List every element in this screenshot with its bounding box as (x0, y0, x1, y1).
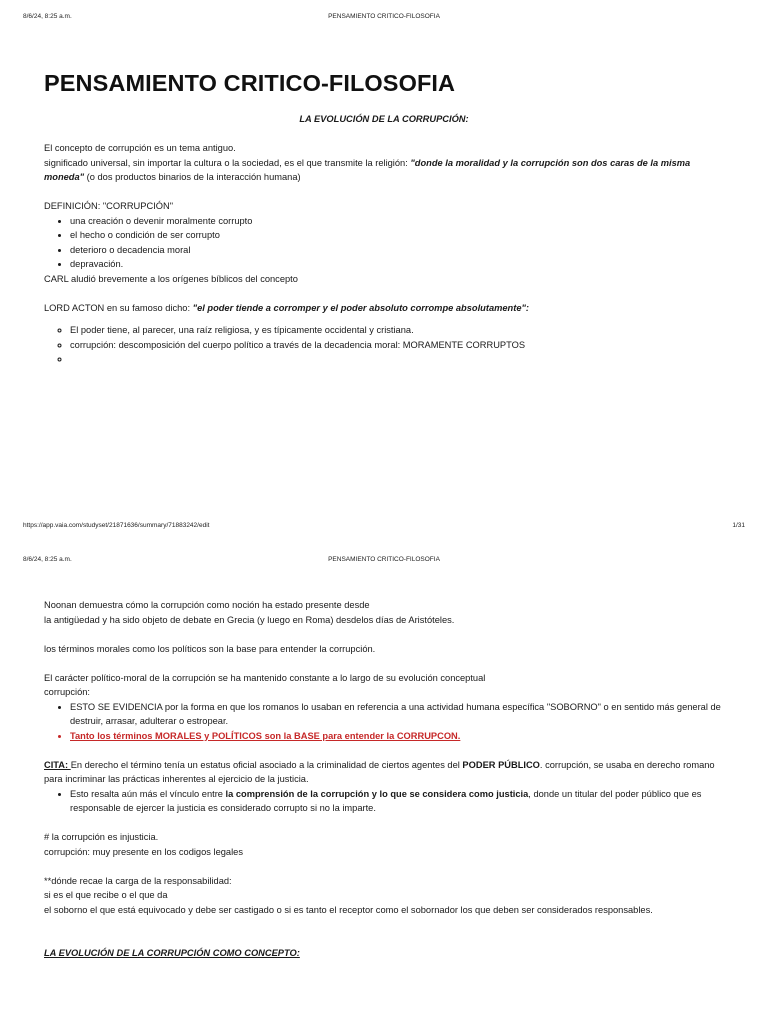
cita-label: CITA: (44, 759, 71, 770)
carl-paragraph: CARL aludió brevemente a los orígenes bíblicos del concepto (44, 273, 298, 284)
text-run: significado universal, sin importar la cultura o la sociedad, es el que transmite la religión: (44, 157, 411, 168)
document-subtitle: LA EVOLUCIÓN DE LA CORRUPCIÓN: (299, 114, 469, 124)
print-date: 8/6/24, 8:25 a.m. (23, 13, 72, 20)
page-2-content (44, 598, 724, 961)
document-page-2 (0, 540, 768, 1024)
list-item: ◦ corrupción: descomposición del cuerpo político a través de la decadencia moral: MORAMENTE CORRUPTOS (70, 338, 724, 353)
print-date: 8/6/24, 8:25 a.m. (23, 556, 72, 563)
definition-label: DEFINICIÓN: "CORRUPCIÓN" (44, 201, 174, 211)
list-item: • deterioro o decadencia moral (70, 243, 724, 258)
noonan-line-1: Noonan demuestra cómo la corrupción como noción ha estado presente desde (44, 600, 370, 610)
print-title: PENSAMIENTO CRITICO-FILOSOFIA (328, 13, 440, 20)
injusticia-line-2: corrupción: muy presente en los codigos legales (44, 846, 243, 857)
religion-quote: "donde la moralidad y la corrupción son dos caras de la misma moneda" (44, 157, 691, 182)
list-item (70, 352, 724, 367)
carga-line-3: el soborno el que está equivocado y debe ser castigado o si es tanto el receptor como el sobornador los que deben ser considerados responsables. (44, 904, 653, 915)
acton-quote: "el poder tiende a corromper y el poder absoluto corrompe absolutamente": (192, 302, 529, 313)
text-run: . corrupción, se usaba en derecho romano para incriminar las prácticas inherentes al ejercicio de la justicia. (44, 759, 715, 784)
list-item (70, 787, 724, 816)
injusticia-line-1: # la corrupción es injusticia. (44, 832, 159, 842)
print-title: PENSAMIENTO CRITICO-FILOSOFIA (328, 556, 440, 563)
text-run: LORD ACTON en su famoso dicho: (44, 302, 193, 313)
document-title: PENSAMIENTO CRITICO-FILOSOFIA (44, 70, 456, 96)
text-run: En derecho el término tenía un estatus oficial asociado a la criminalidad de ciertos agentes del (70, 759, 463, 770)
section-heading: LA EVOLUCIÓN DE LA CORRUPCIÓN COMO CONCEPTO: (44, 948, 300, 958)
carga-line-2: si es el que recibe o el que da (44, 890, 168, 900)
justicia-emphasis: la comprensión de la corrupción y lo que se considera como justicia (225, 788, 529, 799)
list-item: • el hecho o condición de ser corrupto (70, 228, 724, 243)
print-header (23, 556, 745, 568)
caracter-list (44, 700, 724, 744)
text-run: (o dos productos binarios de la interacción humana) (84, 172, 301, 182)
poder-publico: PODER PÚBLICO (462, 759, 540, 770)
text-run: , donde un titular del poder público que es responsable de ejercer la justicia es considerado corrupto si no la imparte. (70, 788, 702, 813)
list-item: • ESTO SE EVIDENCIA por la forma en que los romanos lo usaban en referencia a una actividad humana específica "SOBORNO" o en sentido más general de destruir, arrasar, adulterar o estropear. (70, 700, 724, 729)
list-item: • una creación o devenir moralmente corrupto (70, 214, 724, 229)
terms-paragraph: los términos morales como los políticos son la base para entender la corrupción. (44, 643, 376, 654)
caracter-line-1: El carácter político-moral de la corrupción se ha mantenido constante a lo largo de su evolución conceptual (44, 672, 486, 683)
page-1-content (44, 68, 724, 367)
acton-list (44, 323, 724, 367)
carga-line-1: **dónde recae la carga de la responsabilidad: (44, 875, 232, 886)
noonan-line-2: la antigüedad y ha sido objeto de debate en Grecia (y luego en Roma) desdelos días de Aristóteles. (44, 614, 455, 625)
cita-paragraph (44, 758, 724, 787)
print-url: https://app.vaia.com/studyset/21871636/summary/71883242/edit (23, 522, 210, 529)
caracter-line-2: corrupción: (44, 687, 90, 697)
list-item: ◦ El poder tiene, al parecer, una raíz religiosa, y es típicamente occidental y cristiana. (70, 323, 724, 338)
print-page-number: 1/31 (732, 522, 745, 529)
acton-paragraph (44, 301, 724, 316)
print-header (23, 13, 745, 25)
intro-paragraph-1: El concepto de corrupción es un tema antiguo. (44, 143, 236, 153)
intro-paragraph-2 (44, 156, 724, 185)
cita-list (44, 787, 724, 816)
definition-list (44, 214, 724, 272)
list-item: • depravación. (70, 257, 724, 272)
list-item-highlight: • Tanto los términos MORALES y POLÍTICOS son la BASE para entender la CORRUPCON. (70, 729, 724, 744)
print-footer (23, 522, 745, 534)
text-run: Esto resalta aún más el vínculo entre (70, 788, 226, 799)
